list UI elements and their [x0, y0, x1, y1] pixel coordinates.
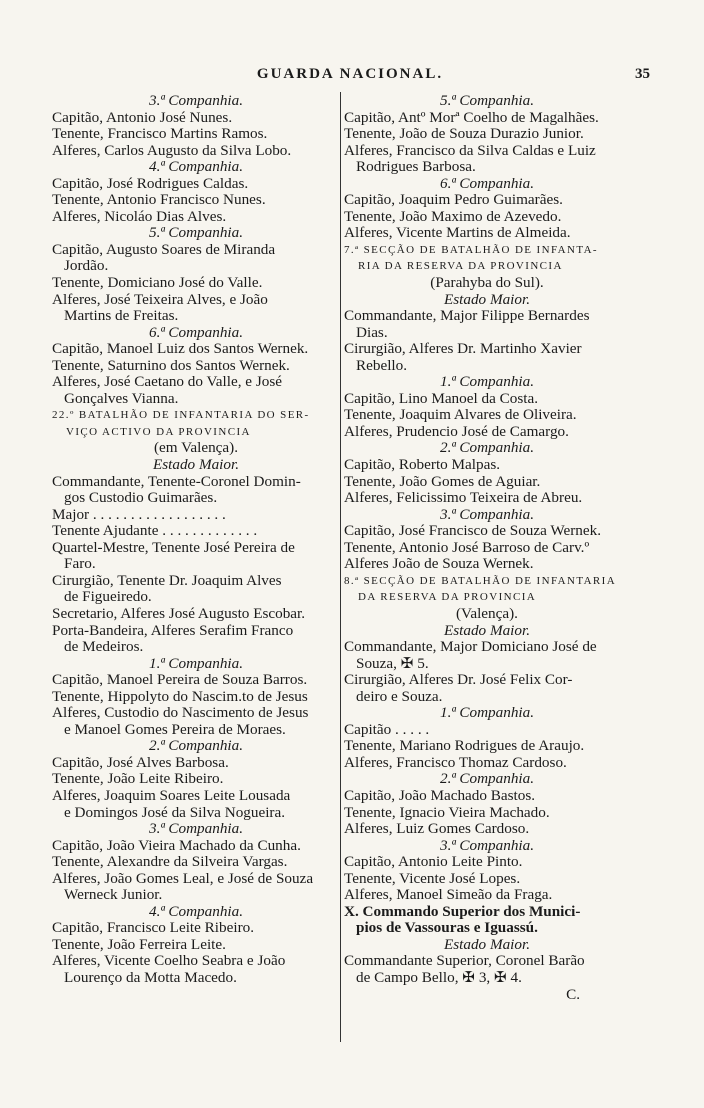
company-heading: 3.ª Companhia.: [148, 821, 244, 838]
text-line: Major . . . . . . . . . . . . . . . . . .: [52, 506, 226, 523]
text-line: Tenente, João Maximo de Azevedo.: [344, 208, 562, 225]
text-line: Tenente, Ignacio Vieira Machado.: [344, 804, 550, 821]
text-line: Capitão, Lino Manoel da Costa.: [344, 390, 539, 407]
text-line: Tenente Ajudante . . . . . . . . . . . . .: [52, 523, 258, 540]
text-line: Commandante, Major Domiciano José de: [344, 639, 597, 656]
text-line: Tenente, Antonio José Barroso de Carv.º: [344, 539, 590, 556]
battalion-heading: 7.ª SECÇÃO DE BATALHÃO DE INFANTA-: [344, 243, 598, 256]
text-line: Secretario, Alferes José Augusto Escobar.: [52, 605, 306, 622]
company-heading: 5.ª Companhia.: [148, 225, 244, 242]
text-line: Capitão, Manoel Pereira de Souza Barros.: [52, 672, 308, 689]
company-heading: Estado Maior.: [152, 457, 240, 474]
company-heading: 1.ª Companhia.: [148, 655, 244, 672]
text-line: Alferes, Felicissimo Teixeira de Abreu.: [344, 490, 583, 507]
text-line: Tenente, Domiciano José do Valle.: [52, 275, 263, 292]
text-line: Capitão, João Vieira Machado da Cunha.: [52, 837, 301, 854]
company-heading: 6.ª Companhia.: [439, 175, 535, 192]
text-line: Tenente, Joaquim Alvares de Oliveira.: [344, 407, 577, 424]
text-line: Tenente, João Leite Ribeiro.: [52, 771, 224, 788]
command-heading: pios de Vassouras e Iguassú.: [356, 920, 538, 937]
text-line: Tenente, Vicente José Lopes.: [344, 870, 521, 887]
text-line: Alferes, Custodio do Nascimento de Jesus: [52, 705, 309, 722]
text-line: Capitão, José Francisco de Souza Wernek.: [344, 523, 602, 540]
text-line: Jordão.: [64, 258, 109, 275]
company-heading: 4.ª Companhia.: [148, 903, 244, 920]
text-line: Capitão, Roberto Malpas.: [344, 457, 501, 474]
right-column: [344, 93, 630, 1003]
text-line: Alferes, José Caetano do Valle, e José: [52, 374, 282, 391]
company-heading: 2.ª Companhia.: [148, 738, 244, 755]
text-line: gos Custodio Guimarães.: [64, 490, 218, 507]
text-line: Capitão, Augusto Soares de Miranda: [52, 241, 276, 258]
text-line: Alferes, Prudencio José de Camargo.: [344, 423, 569, 440]
battalion-heading: 22.º BATALHÃO DE INFANTARIA DO SER-: [52, 409, 310, 422]
text-line: Faro.: [64, 556, 96, 573]
battalion-heading: RIA DA RESERVA DA PROVINCIA: [358, 260, 563, 273]
command-heading: X. Commando Superior dos Munici-: [344, 903, 581, 920]
text-line: e Domingos José da Silva Nogueira.: [64, 804, 286, 821]
text-line: Commandante, Major Filippe Bernardes: [344, 308, 590, 325]
text-line: Alferes, Carlos Augusto da Silva Lobo.: [52, 142, 292, 159]
battalion-heading: VIÇO ACTIVO DA PROVINCIA: [66, 425, 251, 438]
text-line: Alferes, Vicente Coelho Seabra e João: [52, 953, 286, 970]
company-heading: 5.ª Companhia.: [439, 93, 535, 109]
text-line: Tenente, Mariano Rodrigues de Araujo.: [344, 738, 585, 755]
text-line: Capitão, José Rodrigues Caldas.: [52, 175, 249, 192]
company-heading: Estado Maior.: [443, 936, 531, 953]
company-heading: 2.ª Companhia.: [439, 771, 535, 788]
text-line: Cirurgião, Alferes Dr. José Felix Cor-: [344, 672, 573, 689]
text-line: Alferes, Luiz Gomes Cardoso.: [344, 821, 530, 838]
text-line: Lourenço da Motta Macedo.: [64, 969, 237, 986]
text-line: Capitão, Joaquim Pedro Guimarães.: [344, 192, 563, 209]
company-heading: 1.ª Companhia.: [439, 705, 535, 722]
text-line: de Medeiros.: [64, 639, 144, 656]
text-line: Tenente, Alexandre da Silveira Vargas.: [52, 854, 288, 871]
text-line: Tenente, Antonio Francisco Nunes.: [52, 192, 266, 209]
text-line: Alferes, Nicoláo Dias Alves.: [52, 208, 227, 225]
battalion-heading: 8.ª SECÇÃO DE BATALHÃO DE INFANTARIA: [344, 574, 617, 587]
text-line: Gonçalves Vianna.: [64, 390, 179, 407]
text-line: Quartel-Mestre, Tenente José Pereira de: [52, 539, 295, 556]
text-line: Capitão, Manoel Luiz dos Santos Wernek.: [52, 341, 309, 358]
column-divider: [340, 92, 341, 1042]
text-line: Capitão, Antº Morª Coelho de Magalhães.: [344, 109, 599, 126]
text-line: Capitão, José Alves Barbosa.: [52, 754, 229, 771]
text-line: (Valença).: [456, 605, 518, 622]
text-line: Tenente, Francisco Martins Ramos.: [52, 126, 268, 143]
company-heading: 1.ª Companhia.: [439, 374, 535, 391]
text-line: Martins de Freitas.: [64, 308, 179, 325]
text-line: Tenente, Hippolyto do Nascim.to de Jesus: [52, 688, 308, 705]
company-heading: 3.ª Companhia.: [439, 506, 535, 523]
page-number: 35: [635, 66, 650, 82]
company-heading: 3.ª Companhia.: [148, 93, 244, 109]
text-line: Rebello.: [356, 357, 408, 374]
text-line: (em Valença).: [153, 440, 239, 457]
battalion-heading: DA RESERVA DA PROVINCIA: [358, 591, 537, 604]
text-line: Alferes, João Gomes Leal, e José de Souza: [52, 870, 314, 887]
text-line: Capitão, Francisco Leite Ribeiro.: [52, 920, 255, 937]
text-line: Alferes, José Teixeira Alves, e João: [52, 291, 268, 308]
text-line: Alferes, Joaquim Soares Leite Lousada: [52, 787, 291, 804]
running-title: GUARDA NACIONAL.: [256, 66, 444, 82]
page-header: [50, 66, 650, 88]
text-line: de Campo Bello, ✠ 3, ✠ 4.: [356, 969, 522, 986]
text-line: Tenente, Saturnino dos Santos Wernek.: [52, 357, 290, 374]
text-line: Capitão, Antonio José Nunes.: [52, 109, 233, 126]
company-heading: 6.ª Companhia.: [148, 324, 244, 341]
text-line: Capitão . . . . .: [344, 721, 430, 738]
text-line: Alferes João de Souza Wernek.: [344, 556, 534, 573]
text-line: Alferes, Francisco da Silva Caldas e Luiz: [344, 142, 596, 159]
text-line: de Figueiredo.: [64, 589, 152, 606]
text-line: Cirurgião, Tenente Dr. Joaquim Alves: [52, 572, 282, 589]
company-heading: Estado Maior.: [443, 291, 531, 308]
text-line: Porta-Bandeira, Alferes Serafim Franco: [52, 622, 294, 639]
text-line: Alferes, Vicente Martins de Almeida.: [344, 225, 571, 242]
text-line: deiro e Souza.: [356, 688, 443, 705]
company-heading: 4.ª Companhia.: [148, 159, 244, 176]
company-heading: Estado Maior.: [443, 622, 531, 639]
text-line: Cirurgião, Alferes Dr. Martinho Xavier: [344, 341, 582, 358]
left-column: [52, 93, 340, 987]
text-line: Souza, ✠ 5.: [356, 655, 429, 672]
text-line: Werneck Junior.: [64, 887, 163, 904]
text-line: Tenente, João Gomes de Aguiar.: [344, 473, 541, 490]
text-line: Commandante Superior, Coronel Barão: [344, 953, 585, 970]
company-heading: 3.ª Companhia.: [439, 837, 535, 854]
text-line: Capitão, João Machado Bastos.: [344, 787, 536, 804]
text-line: Dias.: [356, 324, 388, 341]
text-line: e Manoel Gomes Pereira de Moraes.: [64, 721, 286, 738]
text-line: Tenente, João de Souza Durazio Junior.: [344, 126, 584, 143]
text-line: Commandante, Tenente-Coronel Domin-: [52, 473, 301, 490]
text-line: Alferes, Francisco Thomaz Cardoso.: [344, 754, 567, 771]
text-line: Tenente, João Ferreira Leite.: [52, 936, 226, 953]
text-line: Capitão, Antonio Leite Pinto.: [344, 854, 523, 871]
company-heading: 2.ª Companhia.: [439, 440, 535, 457]
catchword: C.: [566, 986, 580, 1003]
text-line: (Parahyba do Sul).: [430, 275, 544, 292]
text-line: Rodrigues Barbosa.: [356, 159, 476, 176]
text-line: Alferes, Manoel Simeão da Fraga.: [344, 887, 553, 904]
